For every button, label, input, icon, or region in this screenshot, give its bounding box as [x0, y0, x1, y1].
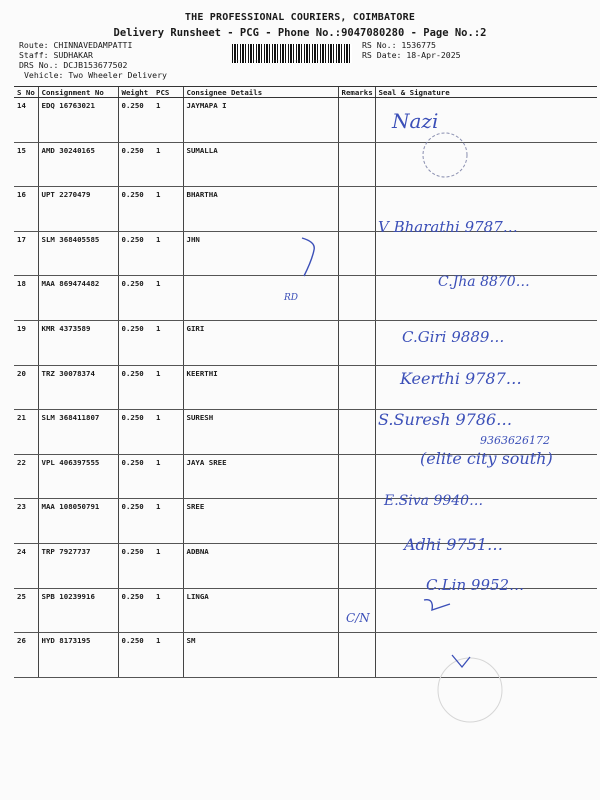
mark-18: RD — [284, 293, 298, 303]
cell-consignment: TRP 7927737 — [38, 543, 118, 588]
rs-date: RS Date: 18-Apr-2025 — [362, 50, 461, 60]
pen-stroke-17 — [302, 238, 314, 276]
cell-pcs: 1 — [153, 499, 183, 544]
cell-consignee: SREE — [183, 499, 338, 544]
cell-sno: 23 — [14, 499, 38, 544]
remark-26: C/N — [346, 611, 370, 625]
cell-pcs: 1 — [153, 454, 183, 499]
cell-weight: 0.250 — [118, 231, 153, 276]
cell-consignment: KMR 4373589 — [38, 320, 118, 365]
cell-weight: 0.250 — [118, 543, 153, 588]
cell-weight: 0.250 — [118, 276, 153, 321]
cell-weight: 0.250 — [118, 588, 153, 633]
signature-23: E.Siva 9940… — [384, 493, 484, 509]
header-consignee: Consignee Details — [183, 87, 338, 98]
drs-number: DRS No.: DCJB153677502 — [19, 60, 128, 70]
signature-22-note: (elite city south) — [420, 449, 553, 468]
cell-sno: 14 — [14, 98, 38, 143]
company-title: THE PROFESSIONAL COURIERS, COIMBATORE — [184, 12, 416, 23]
cell-weight: 0.250 — [118, 499, 153, 544]
cell-consignment: TRZ 30078374 — [38, 365, 118, 410]
header-sno: S No — [14, 87, 38, 98]
cell-pcs: 1 — [153, 276, 183, 321]
cell-weight: 0.250 — [118, 98, 153, 143]
cell-consignee: SM — [183, 633, 338, 678]
vehicle-text: Vehicle: Two Wheeler Delivery — [24, 70, 167, 80]
cell-consignment: MAA 108050791 — [38, 499, 118, 544]
pen-stroke-bottom — [452, 655, 470, 667]
cell-consignment: UPT 2270479 — [38, 187, 118, 232]
cell-sno: 26 — [14, 633, 38, 678]
cell-pcs: 1 — [153, 98, 183, 143]
header-remarks: Remarks — [338, 87, 375, 98]
rs-number: RS No.: 1536775 — [362, 40, 436, 50]
signature-21: S.Suresh 9786… — [378, 410, 513, 429]
cell-pcs: 1 — [153, 633, 183, 678]
cell-consignment: VPL 406397555 — [38, 454, 118, 499]
cell-pcs: 1 — [153, 410, 183, 455]
cell-weight: 0.250 — [118, 633, 153, 678]
cell-consignee: LINGA — [183, 588, 338, 633]
cell-sno: 20 — [14, 365, 38, 410]
runsheet-title: Delivery Runsheet - PCG - Phone No.:9047080280 - Page No.:2 — [113, 27, 487, 39]
cell-pcs: 1 — [153, 142, 183, 187]
cell-consignment: HYD 8173195 — [38, 633, 118, 678]
cell-pcs: 1 — [153, 231, 183, 276]
cell-weight: 0.250 — [118, 410, 153, 455]
signature-20: Keerthi 9787… — [400, 369, 522, 388]
signature-16: V Bharathi 9787… — [378, 218, 518, 236]
staff-text: Staff: SUDHAKAR — [19, 50, 93, 60]
signature-22-phone: 9363626172 — [480, 434, 550, 447]
cell-weight: 0.250 — [118, 454, 153, 499]
cell-sno: 24 — [14, 543, 38, 588]
cell-consignment: SLM 368411807 — [38, 410, 118, 455]
cell-consignment: SPB 10239916 — [38, 588, 118, 633]
cell-consignment: EDQ 16763021 — [38, 98, 118, 143]
cell-consignee: KEERTHI — [183, 365, 338, 410]
header-seal-signature: Seal & Signature — [375, 87, 597, 98]
cell-sno: 21 — [14, 410, 38, 455]
cell-pcs: 1 — [153, 543, 183, 588]
header-consignment: Consignment No — [38, 87, 118, 98]
cell-weight: 0.250 — [118, 142, 153, 187]
cell-pcs: 1 — [153, 187, 183, 232]
cell-consignee: BHARTHA — [183, 187, 338, 232]
signature-19: C.Giri 9889… — [402, 328, 505, 346]
cell-consignee: ADBNA — [183, 543, 338, 588]
cell-sno: 18 — [14, 276, 38, 321]
signature-18: C.Jha 8870… — [438, 274, 530, 290]
cell-consignee: JAYA SREE — [183, 454, 338, 499]
cell-weight: 0.250 — [118, 320, 153, 365]
signature-25: C.Lin 9952… — [426, 576, 525, 594]
cell-consignment: SLM 368405585 — [38, 231, 118, 276]
cell-consignee: JHN — [183, 231, 338, 276]
cell-consignment: MAA 869474482 — [38, 276, 118, 321]
signature-14: Nazi — [392, 109, 439, 133]
cell-consignee: JAYMAPA I — [183, 98, 338, 143]
cell-sno: 19 — [14, 320, 38, 365]
cell-consignee: SUMALLA — [183, 142, 338, 187]
faint-stamp — [438, 658, 502, 722]
cell-pcs: 1 — [153, 365, 183, 410]
cell-sno: 16 — [14, 187, 38, 232]
cell-consignee: SURESH — [183, 410, 338, 455]
header-pcs: PCS — [153, 87, 183, 98]
cell-pcs: 1 — [153, 588, 183, 633]
cell-weight: 0.250 — [118, 187, 153, 232]
pen-stroke-26 — [424, 600, 450, 610]
seal-stamp — [423, 133, 467, 177]
cell-sno: 17 — [14, 231, 38, 276]
signature-24: Adhi 9751… — [404, 535, 504, 554]
cell-sno: 25 — [14, 588, 38, 633]
cell-weight: 0.250 — [118, 365, 153, 410]
route-text: Route: CHINNAVEDAMPATTI — [19, 40, 133, 50]
cell-pcs: 1 — [153, 320, 183, 365]
cell-sno: 22 — [14, 454, 38, 499]
cell-sno: 15 — [14, 142, 38, 187]
cell-consignment: AMD 30240165 — [38, 142, 118, 187]
cell-consignee: GIRI — [183, 320, 338, 365]
header-weight: Weight — [118, 87, 153, 98]
